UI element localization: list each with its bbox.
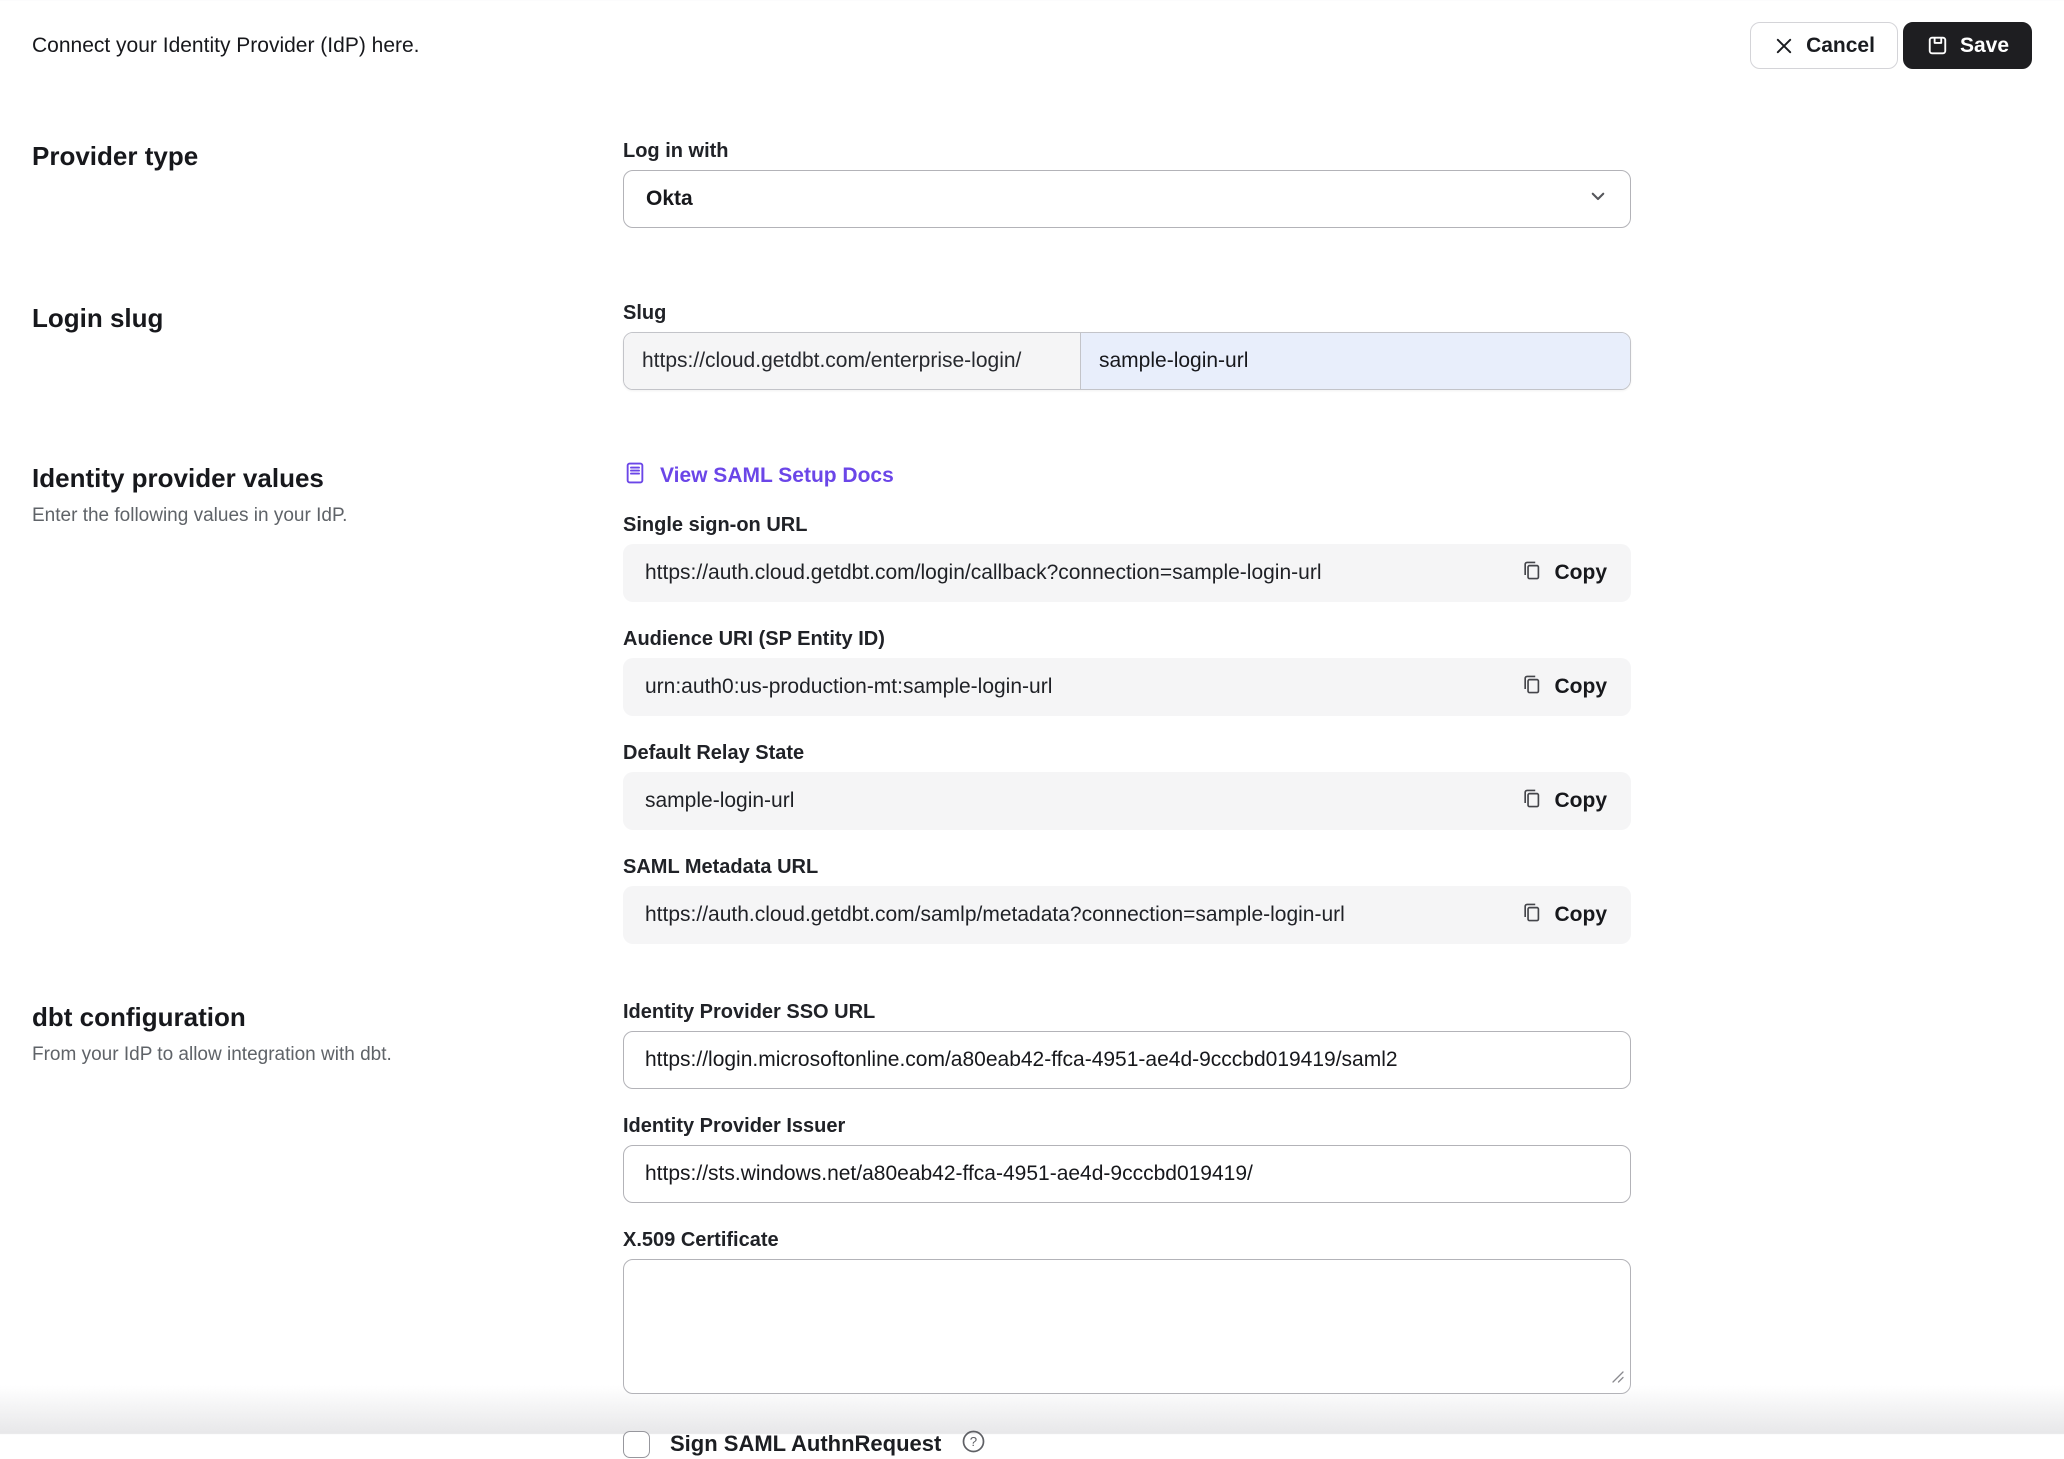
idp-issuer-input[interactable] xyxy=(623,1145,1631,1203)
chevron-down-icon xyxy=(1586,185,1610,214)
docs-book-icon xyxy=(623,461,647,491)
close-icon xyxy=(1773,35,1795,57)
dbt-configuration-heading: dbt configuration xyxy=(32,1002,246,1032)
section-provider-type xyxy=(0,140,2064,228)
idp-issuer-label: Identity Provider Issuer xyxy=(623,1115,846,1137)
certificate-textarea[interactable] xyxy=(623,1259,1631,1394)
page-title: Connect your Identity Provider (IdP) here. xyxy=(32,33,420,57)
sign-authn-label: Sign SAML AuthnRequest xyxy=(670,1431,942,1456)
svg-text:?: ? xyxy=(970,1434,978,1450)
sso-url-field xyxy=(623,544,1631,602)
copy-button[interactable] xyxy=(1516,897,1612,934)
copy-icon xyxy=(1520,787,1543,816)
relay-state-label: Default Relay State xyxy=(623,742,805,764)
copy-button-label: Copy xyxy=(1554,675,1607,698)
audience-uri-label: Audience URI (SP Entity ID) xyxy=(623,628,885,650)
sso-url-label: Single sign-on URL xyxy=(623,514,808,536)
slug-label: Slug xyxy=(623,302,667,324)
relay-state-block xyxy=(623,742,1631,830)
log-in-with-label: Log in with xyxy=(623,140,729,162)
slug-url-prefix: https://cloud.getdbt.com/enterprise-login/ xyxy=(624,333,1081,389)
idp-sso-url-input[interactable] xyxy=(623,1031,1631,1089)
section-login-slug xyxy=(0,302,2064,390)
metadata-url-label: SAML Metadata URL xyxy=(623,856,819,878)
metadata-url-value: https://auth.cloud.getdbt.com/samlp/metadata?connection=sample-login-url xyxy=(645,903,1345,926)
provider-type-heading: Provider type xyxy=(32,141,199,171)
view-saml-setup-docs-link[interactable] xyxy=(623,462,1631,490)
copy-icon xyxy=(1520,901,1543,930)
metadata-url-block xyxy=(623,856,1631,944)
certificate-block xyxy=(623,1229,1631,1399)
idp-values-subtitle: Enter the following values in your IdP. xyxy=(32,505,348,526)
copy-button[interactable] xyxy=(1516,783,1612,820)
copy-button-label: Copy xyxy=(1554,561,1607,584)
copy-button[interactable] xyxy=(1516,669,1612,706)
copy-icon xyxy=(1520,673,1543,702)
copy-button[interactable] xyxy=(1516,555,1612,592)
audience-uri-field xyxy=(623,658,1631,716)
metadata-url-field xyxy=(623,886,1631,944)
relay-state-field xyxy=(623,772,1631,830)
save-icon xyxy=(1926,34,1949,57)
idp-sso-url-block xyxy=(623,1001,1631,1089)
idp-values-heading: Identity provider values xyxy=(32,463,324,493)
audience-uri-value: urn:auth0:us-production-mt:sample-login-url xyxy=(645,675,1053,698)
sign-authn-checkbox[interactable] xyxy=(623,1431,650,1458)
header-actions xyxy=(1750,22,2032,69)
section-idp-values xyxy=(0,462,2064,944)
idp-sso-url-label: Identity Provider SSO URL xyxy=(623,1001,876,1023)
save-button[interactable] xyxy=(1903,22,2032,69)
copy-button-label: Copy xyxy=(1554,789,1607,812)
cancel-button-label: Cancel xyxy=(1806,33,1875,57)
section-dbt-configuration xyxy=(0,1001,2064,1459)
sso-url-value: https://auth.cloud.getdbt.com/login/callback?connection=sample-login-url xyxy=(645,561,1322,584)
slug-input[interactable] xyxy=(1081,333,1630,389)
provider-select-value: Okta xyxy=(646,187,693,210)
provider-select[interactable] xyxy=(623,170,1631,228)
audience-uri-block xyxy=(623,628,1631,716)
login-slug-heading: Login slug xyxy=(32,303,164,333)
save-button-label: Save xyxy=(1959,33,2009,57)
top-bar xyxy=(0,0,2064,69)
relay-state-value: sample-login-url xyxy=(645,789,795,812)
idp-issuer-block xyxy=(623,1115,1631,1203)
slug-input-group xyxy=(623,332,1631,390)
docs-link-label: View SAML Setup Docs xyxy=(660,464,894,487)
certificate-label: X.509 Certificate xyxy=(623,1229,779,1251)
dbt-configuration-subtitle: From your IdP to allow integration with dbt. xyxy=(32,1044,392,1065)
copy-button-label: Copy xyxy=(1554,903,1607,926)
cancel-button[interactable] xyxy=(1750,22,1898,69)
sso-url-block xyxy=(623,514,1631,602)
copy-icon xyxy=(1520,559,1543,588)
